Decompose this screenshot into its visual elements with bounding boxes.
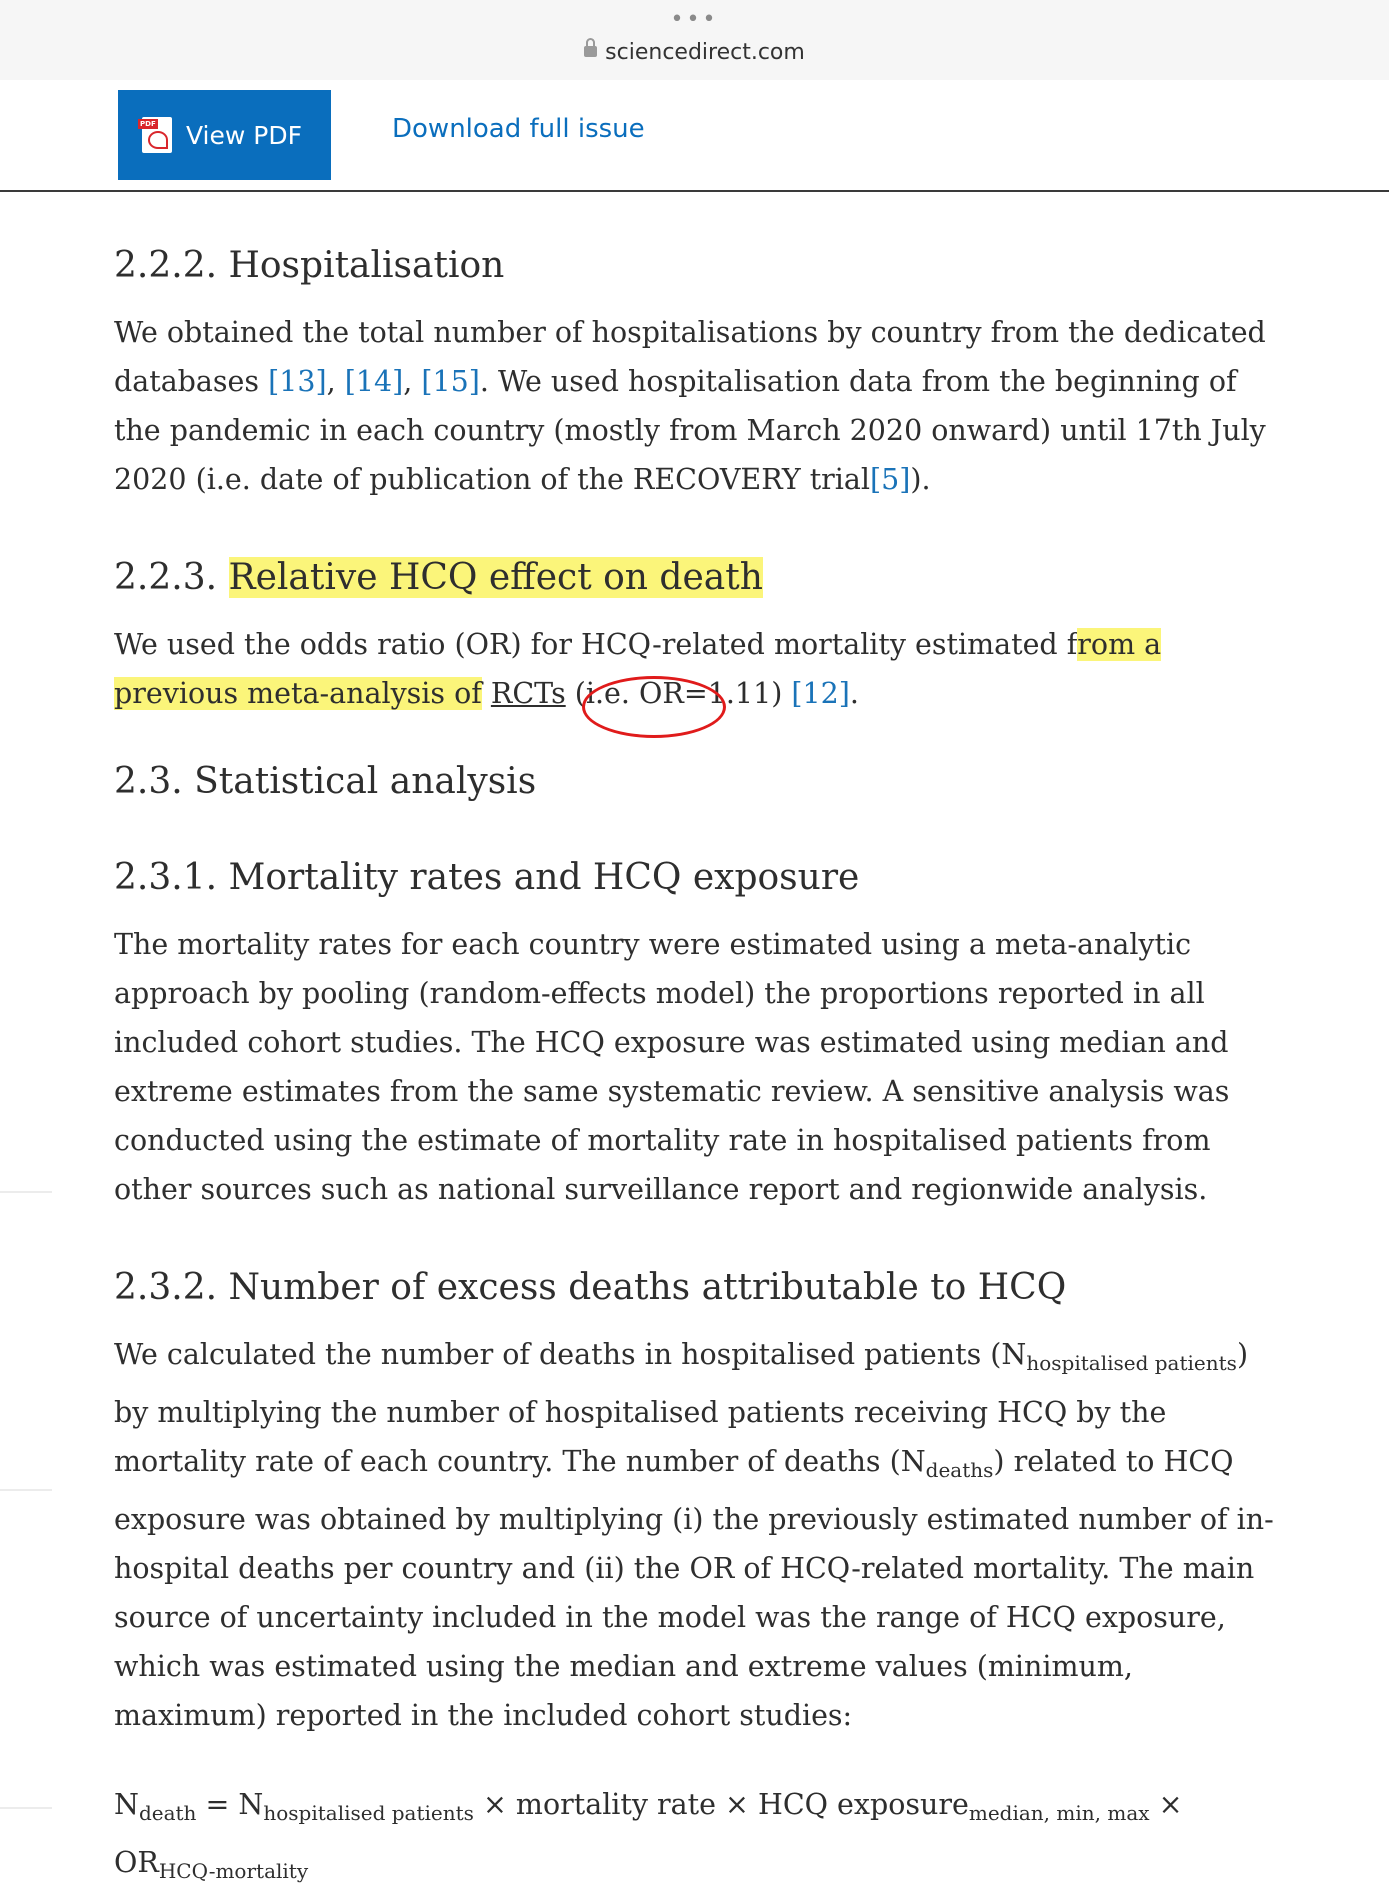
article-body [114, 190, 1284, 1896]
paragraph-excess-deaths: We calculated the number of deaths in hospitalised patients $(N_{hospitalised patients})$ by multiplying the number of hospitalised patients receiving HCQ by the mortality rate of each country. The number of deaths $(N_{deaths})$ related to HCQ exposure was obtained by multiplying (i) the previously estimated number of in-hospital deaths per country and (ii) the OR of HCQ-related mortality. The main source of uncertainty included in the model was the range of HCQ exposure, which was estimated using the median and extreme values (minimum, maximum) reported in the included cohort studies: [114, 1338, 1274, 1732]
more-dots-icon[interactable]: ••• [670, 7, 719, 32]
address-bar[interactable] [0, 38, 1389, 68]
section-heading-2-3-2: 2.3.2. Number of excess deaths attributable to HCQ [114, 1267, 1067, 1308]
section-heading-2-3: 2.3. Statistical analysis [114, 761, 537, 802]
lock-icon [584, 46, 597, 57]
highlight-meta-analysis: rom a previous meta-analysis of [114, 628, 1162, 710]
highlight-title: Relative HCQ effect on death [228, 557, 763, 598]
citation-12[interactable]: [12] [791, 677, 850, 710]
citation-15[interactable]: [15] [421, 365, 480, 398]
formula: $N_{death} = N_{hospitalised patients}$ × mortality rate × HCQ exposure$_{median, min, max}$ × $OR_{HCQ-mortality}$ [114, 1788, 1183, 1883]
url-text: sciencedirect.com [605, 40, 805, 65]
article-toolbar [0, 80, 1389, 192]
browser-chrome [0, 0, 1389, 81]
section-heading-2-2-3: 2.2.3. Relative HCQ effect on death [114, 557, 763, 598]
gutter-divider [0, 1191, 52, 1193]
gutter-divider [0, 1489, 52, 1491]
citation-5[interactable]: [5] [870, 463, 911, 496]
download-full-issue-link[interactable]: Download full issue [392, 114, 645, 144]
paragraph-hospitalisation: We obtained the total number of hospitalisations by country from the dedicated databases [13], [14], [15]. We used hospitalisation data from the beginning of the pandemic in each country (mostly from March 2020 onward) until 17th July 2020 (i.e. date of publication of the RECOVERY trial[5]). [114, 316, 1266, 496]
view-pdf-label: View PDF [186, 120, 302, 150]
pdf-icon [142, 117, 172, 153]
view-pdf-button[interactable] [118, 90, 331, 180]
section-heading-2-2-2: 2.2.2. Hospitalisation [114, 245, 505, 286]
section-heading-2-3-1: 2.3.1. Mortality rates and HCQ exposure [114, 857, 860, 898]
paragraph-mortality-rates: The mortality rates for each country were estimated using a meta-analytic approach by pooling (random-effects model) the proportions reported in all included cohort studies. The HCQ exposure was estimated using median and extreme estimates from the same systematic review. A sensitive analysis was conducted using the estimate of mortality rate in hospitalised patients from other sources such as national surveillance report and regionwide analysis. [114, 928, 1230, 1206]
citation-14[interactable]: [14] [344, 365, 404, 398]
rcts-link[interactable]: RCTs [490, 677, 566, 710]
red-circle-annotation [582, 676, 726, 738]
gutter-divider [0, 1807, 52, 1809]
pdf-icon-tag: PDF [140, 120, 156, 128]
citation-13[interactable]: [13] [268, 365, 327, 398]
paragraph-relative-effect: We used the odds ratio (OR) for HCQ-related mortality estimated from a previous meta-analysis of RCTs (i.e. OR=1.11) [12]. [114, 620, 1284, 718]
